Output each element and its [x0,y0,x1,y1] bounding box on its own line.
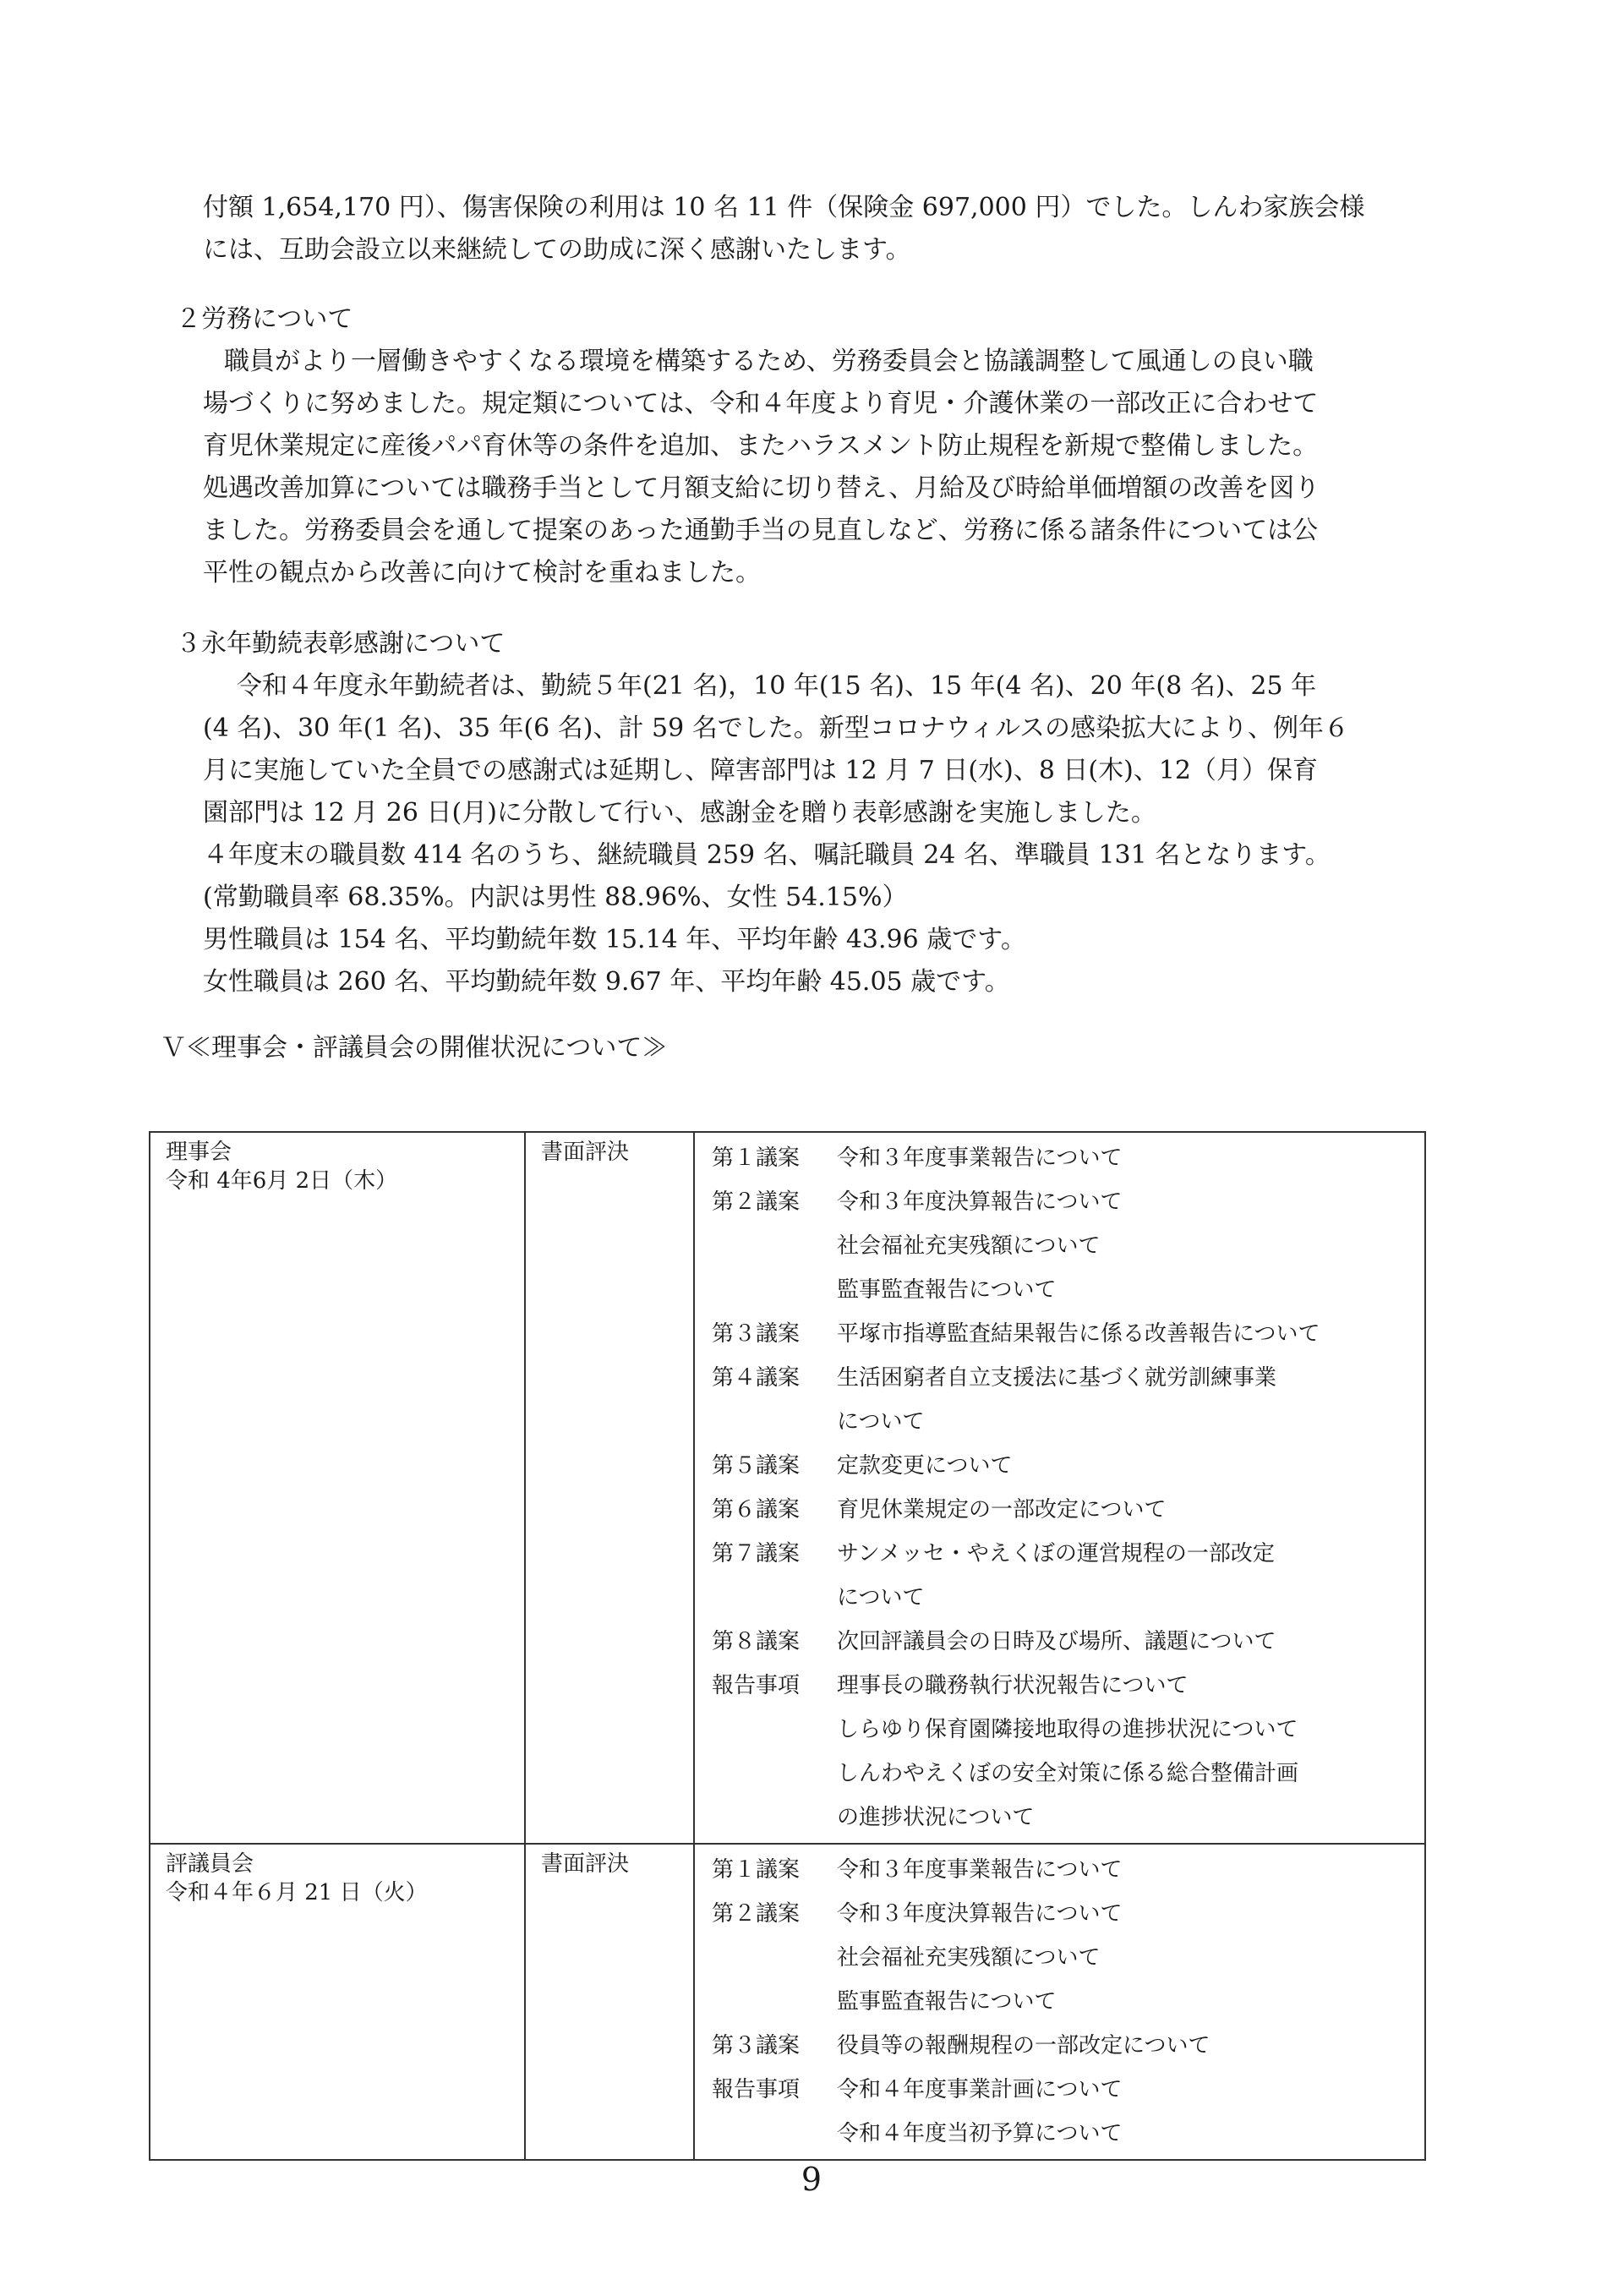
agenda-label: 第１議案 [712,1857,801,1883]
section-3-line: 男性職員は 154 名、平均勤続年数 15.14 年、平均年齢 43.96 歳です。 [203,925,1026,954]
agenda-item [712,1532,1424,1576]
section-2-line: 平性の観点から改善に向けて検討を重ねました。 [203,558,761,588]
agenda-item [712,1180,1424,1224]
agenda-label [712,1980,837,2024]
agenda-item [712,1312,1424,1356]
agenda-text: 監事監査報告について [837,1989,1057,2014]
agenda-item [712,1892,1424,1936]
agenda-label [712,2112,837,2156]
agenda-item [712,2068,1424,2112]
section-3-line: 園部門は 12 月 26 日(月)に分散して行い、感謝金を贈り表彰感謝を実施しました。 [203,798,1156,828]
meeting-method: 書面評決 [541,1851,630,1877]
agenda-label: 報告事項 [712,1673,801,1698]
section-2-line: ました。労務委員会を通して提案のあった通勤手当の見直しなど、労務に係る諸条件については公 [203,516,1319,545]
agenda-item [712,1136,1424,1180]
agenda-item [712,1488,1424,1532]
agenda-item [712,1400,1424,1444]
section-3-heading: ３永年勤続表彰感謝について [176,629,505,659]
agenda-item [712,2112,1424,2156]
agenda-list [695,1845,1424,2159]
meeting-row-council [150,1844,1425,2160]
section-3-line: 令和４年度永年勤続者は、勤続５年(21 名)，10 年(15 名)、15 年(4 名)、20 年(8 名)、25 年 [237,671,1317,701]
agenda-text: 令和４年度当初予算について [837,2121,1123,2146]
meeting-date: 令和 4年6月 2日（木） [166,1168,398,1194]
agenda-label: 第７議案 [712,1541,801,1566]
agenda-text: しんわやえくぼの安全対策に係る総合整備計画 [837,1761,1299,1786]
agenda-label: 報告事項 [712,2077,801,2102]
meeting-method-cell [525,1132,694,1844]
meeting-name-cell [150,1844,525,2160]
meeting-name: 理事会 [166,1140,232,1165]
agenda-label: 第８議案 [712,1629,801,1654]
agenda-item [712,1356,1424,1400]
agenda-item [712,1980,1424,2024]
agenda-text: 令和４年度事業計画について [837,2077,1123,2102]
section-2-line: 処遇改善加算については職務手当として月額支給に切り替え、月給及び時給単価増額の改善を図り [203,473,1320,503]
agenda-label: 第６議案 [712,1497,801,1522]
agenda-text: 令和３年度事業報告について [837,1857,1123,1883]
meeting-name-cell [150,1132,525,1844]
intro-line-2: には、互助会設立以来継続しての助成に深く感謝いたします。 [203,235,911,265]
section-3-line: 月に実施していた全員での感謝式は延期し、障害部門は 12 月 7 日(水)、8 日(木)、12（月）保育 [203,756,1319,785]
agenda-label [712,1268,837,1312]
agenda-text: 平塚市指導監査結果報告に係る改善報告について [837,1321,1320,1347]
agenda-label [712,1576,837,1620]
agenda-text: 社会福祉充実残額について [837,1233,1101,1259]
agenda-text: 次回評議員会の日時及び場所、議題について [837,1629,1276,1654]
agenda-label: 第１議案 [712,1145,801,1171]
agenda-item [712,1576,1424,1620]
agenda-item [712,1268,1424,1312]
agenda-text: 育児休業規定の一部改定について [837,1497,1167,1522]
meetings-table [149,1131,1426,2161]
agenda-text: 理事長の職務執行状況報告について [837,1673,1189,1698]
agenda-label [712,1708,837,1752]
agenda-item [712,1664,1424,1708]
agenda-label [712,1936,837,1980]
meeting-method: 書面評決 [541,1140,630,1165]
section-2-line: 職員がより一層働きやすくなる環境を構築するため、労務委員会と協議調整して風通しの良い職 [224,347,1314,376]
meeting-row-board [150,1132,1425,1844]
agenda-text: について [837,1409,925,1435]
agenda-text: 定款変更について [837,1453,1013,1479]
agenda-item [712,1796,1424,1840]
agenda-text: サンメッセ・やえくぼの運営規程の一部改定 [837,1541,1275,1566]
agenda-text: 令和３年度事業報告について [837,1145,1123,1171]
page-number: 9 [801,2161,822,2198]
agenda-text: について [837,1585,925,1610]
agenda-text: 生活困窮者自立支援法に基づく就労訓練事業 [837,1365,1277,1391]
agenda-text: 監事監査報告について [837,1277,1057,1303]
agenda-label: 第２議案 [712,1189,801,1215]
agenda-item [712,1620,1424,1664]
agenda-label [712,1224,837,1268]
agenda-label [712,1400,837,1444]
section-v-heading: Ｖ≪理事会・評議員会の開催状況について≫ [161,1033,668,1063]
section-3-line: (4 名)、30 年(1 名)、35 年(6 名)、計 59 名でした。新型コロナウィルスの感染拡大により、例年６ [203,713,1350,743]
meeting-agenda-cell [694,1844,1425,2160]
agenda-list [695,1133,1424,1843]
agenda-label: 第３議案 [712,1321,801,1347]
section-3-line: (常勤職員率 68.35%。内訳は男性 88.96%、女性 54.15%） [203,883,908,912]
section-3-line: ４年度末の職員数 414 名のうち、継続職員 259 名、嘱託職員 24 名、準職員 131 名となります。 [203,840,1331,870]
section-2-heading: ２労務について [176,304,353,334]
agenda-text: 令和３年度決算報告について [837,1189,1123,1215]
agenda-item [712,1848,1424,1892]
intro-line-1: 付額 1,654,170 円）、傷害保険の利用は 10 名 11 件（保険金 697,000 円）でした。しんわ家族会様 [203,193,1365,222]
agenda-item [712,1752,1424,1796]
section-2-line: 育児休業規定に産後パパ育休等の条件を追加、またハラスメント防止規程を新規で整備しました。 [203,431,1319,461]
meeting-method-cell [525,1844,694,2160]
agenda-label [712,1796,837,1840]
agenda-label: 第５議案 [712,1453,801,1479]
agenda-label: 第３議案 [712,2033,801,2058]
meeting-agenda-cell [694,1132,1425,1844]
agenda-label: 第２議案 [712,1901,801,1927]
agenda-text: 令和３年度決算報告について [837,1901,1123,1927]
agenda-item [712,2024,1424,2068]
agenda-item [712,1444,1424,1488]
agenda-label [712,1752,837,1796]
agenda-label: 第４議案 [712,1365,801,1391]
agenda-text: の進捗状況について [837,1805,1035,1830]
agenda-item [712,1936,1424,1980]
agenda-text: 社会福祉充実残額について [837,1945,1101,1971]
agenda-text: 役員等の報酬規程の一部改定について [837,2033,1210,2058]
meeting-date: 令和４年６月 21 日（火） [166,1880,428,1905]
agenda-item [712,1224,1424,1268]
agenda-item [712,1708,1424,1752]
section-2-line: 場づくりに努めました。規定類については、令和４年度より育児・介護休業の一部改正に合わせて [203,389,1319,418]
agenda-text: しらゆり保育園隣接地取得の進捗状況について [837,1717,1298,1742]
section-3-line: 女性職員は 260 名、平均勤続年数 9.67 年、平均年齢 45.05 歳です。 [203,967,1010,997]
meeting-name: 評議員会 [166,1851,254,1877]
